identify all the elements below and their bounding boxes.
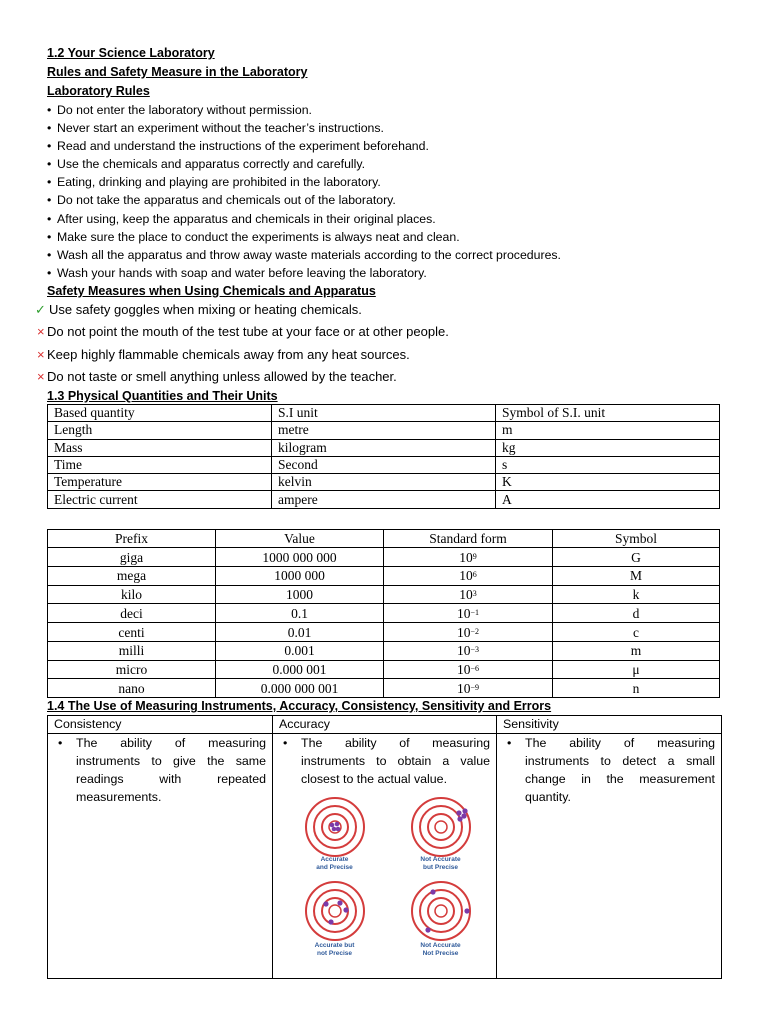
list-item: • The ability of measuring instruments to give the same readings with repeated measurements. — [54, 734, 266, 806]
value-cell: 1000 000 — [216, 567, 384, 586]
table-header-cell: Based quantity — [48, 404, 272, 421]
rule-item: • Read and understand the instructions of the experiment beforehand. — [47, 137, 727, 155]
rule-item: • Never start an experiment without the teacher’s instructions. — [47, 119, 727, 137]
symbol-cell: M — [553, 567, 720, 586]
table-header-cell: Prefix — [48, 529, 216, 548]
target-accurate-not-precise-icon — [297, 880, 373, 942]
bullet-icon: • — [47, 193, 52, 208]
table-row — [48, 585, 720, 604]
rule-item: • Wash your hands with soap and water before leaving the laboratory. — [47, 264, 727, 282]
bullet-icon: • — [47, 247, 52, 262]
standard-form-cell: $10^{-9}$ — [384, 679, 553, 698]
sensitivity-cell — [497, 733, 722, 978]
bullet-icon: • — [47, 229, 52, 244]
table-header-cell: Symbol — [553, 529, 720, 548]
measuring-instruments-table — [47, 715, 722, 979]
accuracy-cell — [273, 733, 497, 978]
symbol-cell: c — [553, 623, 720, 642]
table-row — [48, 604, 720, 623]
table-cell: K — [496, 474, 720, 491]
prefix-cell: nano — [48, 679, 216, 698]
table-header-cell: S.I unit — [272, 404, 496, 421]
target-caption: Accurate but not Precise — [314, 941, 355, 957]
cross-icon: × — [37, 369, 45, 385]
table-row — [48, 660, 720, 679]
rule-item: • Wash all the apparatus and throw away waste materials according to the correct procedures. — [47, 246, 727, 264]
bullet-icon: • — [507, 735, 512, 750]
table-row — [48, 679, 720, 698]
table-cell: Second — [272, 456, 496, 473]
rule-item: • After using, keep the apparatus and chemicals in their original places. — [47, 210, 727, 228]
bullet-icon: • — [47, 175, 52, 190]
standard-form-cell: $10^{-2}$ — [384, 623, 553, 642]
safety-item: × Do not point the mouth of the test tube at your face or at other people. — [37, 321, 727, 344]
rule-item: • Do not take the apparatus and chemicals out of the laboratory. — [47, 191, 727, 209]
si-units-table — [47, 404, 720, 509]
standard-form-cell: $10^6$ — [384, 567, 553, 586]
table-header-cell: Symbol of S.I. unit — [496, 404, 720, 421]
table-header-row — [48, 715, 722, 733]
target-caption: Accurate and Precise — [316, 855, 353, 871]
rule-item: • Eating, drinking and playing are prohibited in the laboratory. — [47, 173, 727, 191]
cross-icon: × — [37, 346, 45, 362]
laboratory-rules-heading: Laboratory Rules — [47, 84, 150, 98]
table-row — [48, 422, 720, 439]
list-item: • The ability of measuring instruments to obtain a value closest to the actual value. — [279, 734, 490, 788]
table-header-cell: Standard form — [384, 529, 553, 548]
table-row — [48, 641, 720, 660]
prefix-cell: giga — [48, 548, 216, 567]
table-cell: s — [496, 456, 720, 473]
table-cell: kelvin — [272, 474, 496, 491]
table-header-cell: Consistency — [48, 715, 273, 733]
value-cell: 0.1 — [216, 604, 384, 623]
table-header-row — [48, 529, 720, 548]
prefix-cell: kilo — [48, 585, 216, 604]
symbol-cell: n — [553, 679, 720, 698]
check-icon: ✓ — [35, 301, 46, 317]
bullet-icon: • — [47, 265, 52, 280]
consistency-cell — [48, 733, 273, 978]
bullet-icon: • — [47, 103, 52, 117]
table-row — [48, 567, 720, 586]
symbol-cell: k — [553, 585, 720, 604]
safety-measures-heading: Safety Measures when Using Chemicals and Apparatus — [47, 283, 376, 298]
target-not-accurate-not-precise-icon — [403, 880, 479, 942]
standard-form-cell: $10^3$ — [384, 585, 553, 604]
safety-item: ✓ Use safety goggles when mixing or heating chemicals. — [35, 299, 727, 322]
laboratory-rules-list — [47, 101, 727, 282]
value-cell: 0.000 000 001 — [216, 679, 384, 698]
table-header-cell: Value — [216, 529, 384, 548]
table-cell: Temperature — [48, 474, 272, 491]
bullet-icon: • — [47, 157, 52, 172]
target-accurate-precise-icon — [297, 796, 373, 858]
table-row — [48, 439, 720, 456]
table-row — [48, 456, 720, 473]
standard-form-cell: $10^{-3}$ — [384, 641, 553, 660]
table-row — [48, 623, 720, 642]
prefix-cell: mega — [48, 567, 216, 586]
safety-measures-list — [35, 299, 727, 389]
symbol-cell: μ — [553, 660, 720, 679]
rules-and-safety-heading: Rules and Safety Measure in the Laboratory — [47, 65, 308, 79]
table-header-row — [48, 404, 720, 421]
table-row — [48, 474, 720, 491]
standard-form-cell: $10^9$ — [384, 548, 553, 567]
target-caption: Not Accurate Not Precise — [420, 941, 461, 957]
rule-item: • Make sure the place to conduct the experiments is always neat and clean. — [47, 228, 727, 246]
symbol-cell: G — [553, 548, 720, 567]
table-cell: Time — [48, 456, 272, 473]
bullet-icon: • — [58, 735, 63, 750]
table-cell: m — [496, 422, 720, 439]
table-cell: kg — [496, 439, 720, 456]
prefix-cell: micro — [48, 660, 216, 679]
safety-item: × Keep highly flammable chemicals away from any heat sources. — [37, 344, 727, 367]
table-cell: Electric current — [48, 491, 272, 508]
target-caption: Not Accurate but Precise — [420, 855, 461, 871]
bullet-icon: • — [47, 139, 52, 154]
table-cell: ampere — [272, 491, 496, 508]
prefix-table — [47, 529, 720, 698]
section-title-1-2: 1.2 Your Science Laboratory — [47, 46, 215, 60]
document-page — [35, 44, 727, 979]
cross-icon: × — [37, 324, 45, 340]
value-cell: 0.001 — [216, 641, 384, 660]
table-row — [48, 548, 720, 567]
table-row — [48, 733, 722, 978]
prefix-cell: deci — [48, 604, 216, 623]
rule-item: • Do not enter the laboratory without permission. — [47, 101, 727, 119]
rule-item: • Use the chemicals and apparatus correctly and carefully. — [47, 155, 727, 173]
value-cell: 1000 000 000 — [216, 548, 384, 567]
section-title-1-3: 1.3 Physical Quantities and Their Units — [47, 388, 278, 403]
target-diagram — [285, 796, 485, 957]
table-cell: Mass — [48, 439, 272, 456]
bullet-icon: • — [283, 735, 288, 750]
value-cell: 0.000 001 — [216, 660, 384, 679]
target-not-accurate-precise-icon — [403, 796, 479, 858]
table-row — [48, 491, 720, 508]
table-header-cell: Accuracy — [273, 715, 497, 733]
table-header-cell: Sensitivity — [497, 715, 722, 733]
value-cell: 1000 — [216, 585, 384, 604]
table-cell: kilogram — [272, 439, 496, 456]
value-cell: 0.01 — [216, 623, 384, 642]
bullet-icon: • — [47, 121, 52, 136]
prefix-cell: milli — [48, 641, 216, 660]
prefix-cell: centi — [48, 623, 216, 642]
table-cell: Length — [48, 422, 272, 439]
symbol-cell: d — [553, 604, 720, 623]
safety-item: × Do not taste or smell anything unless allowed by the teacher. — [37, 366, 727, 389]
standard-form-cell: $10^{-6}$ — [384, 660, 553, 679]
section-title-1-4: 1.4 The Use of Measuring Instruments, Accuracy, Consistency, Sensitivity and Errors — [47, 698, 552, 713]
bullet-icon: • — [47, 211, 52, 226]
table-cell: metre — [272, 422, 496, 439]
table-cell: A — [496, 491, 720, 508]
symbol-cell: m — [553, 641, 720, 660]
standard-form-cell: $10^{-1}$ — [384, 604, 553, 623]
list-item: • The ability of measuring instruments to detect a small change in the measurement quantity. — [503, 734, 715, 806]
